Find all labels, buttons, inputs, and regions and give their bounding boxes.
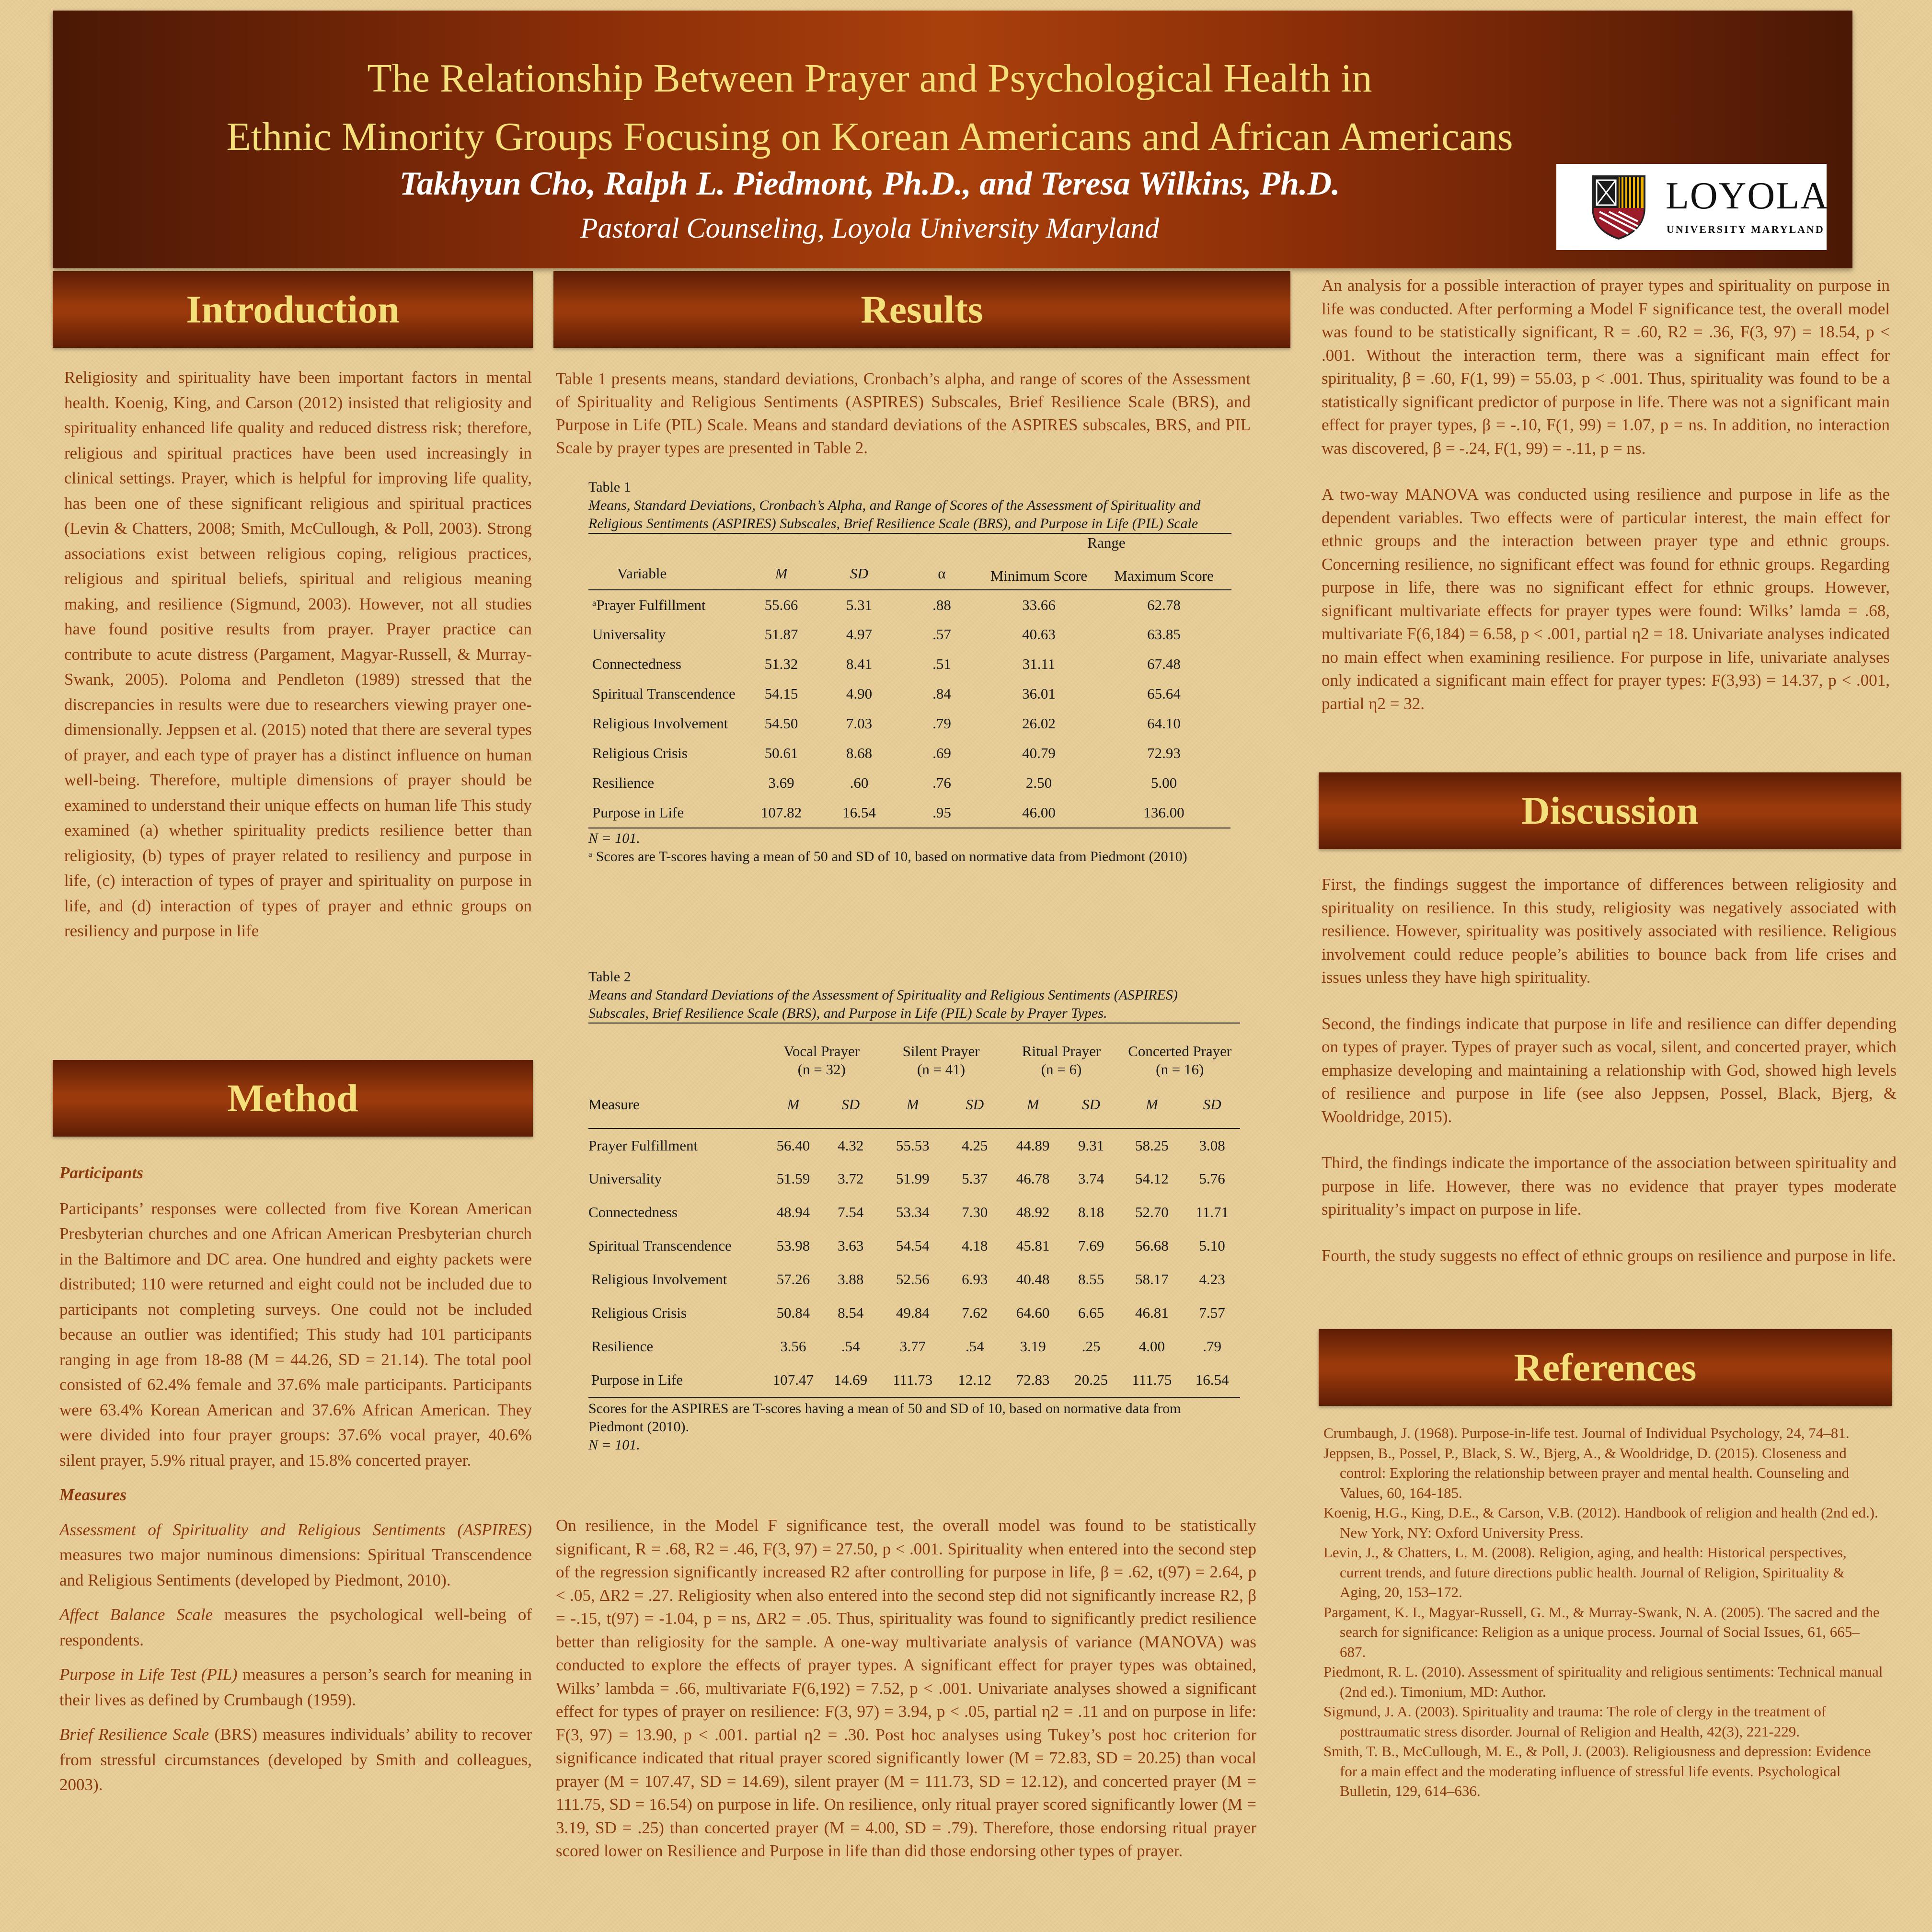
table1-note-a: ᵃ Scores are T-scores having a mean of 50 and SD of 10, based on normative data from Piedmont (2010) — [588, 849, 1187, 864]
table2-cell: 44.89 — [1016, 1137, 1050, 1154]
measure-aspires-desc: measures two major numinous dimensions: Spiritual Transcendence and Religious Sentiments (developed by Piedmont, 2010). — [59, 1545, 532, 1589]
reference-item: Jeppsen, B., Possel, P., Black, S. W., Bjerg, A., & Wooldridge, D. (2015). Closeness and control: Exploring the relationship between prayer and mental health. Counseling and Values, 60, 164-185. — [1323, 1444, 1850, 1501]
table1-row-label: Resilience — [592, 774, 655, 791]
table2-cell: 51.99 — [896, 1170, 930, 1187]
table1-cell: .51 — [932, 656, 951, 672]
table2-col-measure: Measure — [588, 1095, 640, 1113]
table2-row-label: Spiritual Transcendence — [588, 1237, 732, 1254]
table2-cell: 14.69 — [834, 1371, 868, 1388]
table1-cell: 54.15 — [764, 685, 798, 702]
table-row — [588, 620, 1231, 649]
table1-cell: 54.50 — [764, 715, 798, 732]
table1-cell: 16.54 — [842, 804, 876, 821]
table2-cell: 46.81 — [1135, 1304, 1169, 1321]
table2-cell: 11.71 — [1196, 1204, 1229, 1220]
table2-caption: Means and Standard Deviations of the Assessment of Spirituality and Religious Sentiments (ASPIRES) Subscales, Brief Resilience Scale (BRS), and Purpose in Life (PIL) Scale by Prayer Types. — [588, 987, 1178, 1021]
table1-cell: 40.63 — [1022, 626, 1056, 643]
table2-cell: 48.92 — [1016, 1204, 1050, 1220]
table1-cell: 26.02 — [1022, 715, 1056, 732]
table1-cell: 51.32 — [764, 656, 798, 672]
introduction-heading: Introduction — [53, 271, 533, 348]
table2-group-ritual-name: Ritual Prayer — [1022, 1043, 1101, 1059]
results-intro-text: Table 1 presents means, standard deviations, Cronbach’s alpha, and range of scores of the Assessment of Spirituality and Religious Sentiments (ASPIRES) Subscales, Brief Resilience Scale (BRS), and Purpose in Life (PIL) Scale. Means and standard deviations of the ASPIRES subscales, BRS, and PIL Scale by prayer types are presented in Table 2. — [556, 369, 1251, 457]
table-row — [588, 709, 1231, 738]
table2-row-label: Resilience — [591, 1338, 654, 1355]
table-row — [588, 798, 1231, 828]
table1-row-label: ᵃPrayer Fulfillment — [592, 596, 706, 613]
table-row — [588, 768, 1231, 798]
table1-cell: 46.00 — [1022, 804, 1056, 821]
table1-cell: 64.10 — [1147, 715, 1181, 732]
table2-cell: 3.63 — [838, 1237, 864, 1254]
interaction-text: An analysis for a possible interaction of prayer types and spirituality on purpose in life was conducted. After performing a Model F significance test, the overall model was found to be statistically significant, R = .60, R2 = .36, F(3, 97) = 18.54, p < .001. Without the interaction term, there was a significant main effect for spirituality, β = .60, F(1, 99) = 55.03, p < .001. Thus, spirituality was found to be a statistically significant predictor of purpose in life. There was not a significant main effect for prayer types, β = -.10, F(1, 99) = 1.07, p = ns. In addition, no interaction was discovered, β = -.24, F(1, 99) = -.11, p = ns. — [1322, 276, 1890, 458]
table2-cell: 54.12 — [1135, 1170, 1169, 1187]
table2-cell: 48.94 — [776, 1204, 810, 1220]
table1-cell: .60 — [850, 774, 869, 791]
table2-cell: 16.54 — [1195, 1371, 1229, 1388]
table1-row-label: Purpose in Life — [592, 804, 684, 821]
table2-note: Scores for the ASPIRES are T-scores having a mean of 50 and SD of 10, based on normative data from Piedmont (2010). — [588, 1401, 1181, 1435]
table1-cell: .95 — [932, 804, 951, 821]
table2-cell: 4.23 — [1199, 1271, 1225, 1288]
table1-cell: 136.00 — [1143, 804, 1184, 821]
table1-cell: .57 — [932, 626, 951, 643]
references-list — [1323, 1423, 1884, 1801]
measure-affect-name: Affect Balance Scale — [59, 1605, 213, 1624]
reference-item: Piedmont, R. L. (2010). Assessment of spirituality and religious sentiments: Technical manual (2nd ed.). Timonium, MD: Author. — [1323, 1663, 1883, 1700]
table-row — [588, 1229, 1240, 1263]
table2-cell: 64.60 — [1016, 1304, 1050, 1321]
table1-cell: 31.11 — [1022, 656, 1056, 672]
table2-cell: 7.30 — [962, 1204, 988, 1220]
table2-col-m: M — [787, 1095, 800, 1113]
measure-pil — [59, 1662, 532, 1713]
measure-pil-desc: measures a person’s search for meaning in their lives as defined by Crumbaugh (1959). — [59, 1665, 532, 1709]
reference-item: Levin, J., & Chatters, L. M. (2008). Religion, aging, and health: Historical perspectives, current trends, and future directions public health. Journal of Religion, Spirituality & Aging, 20, 153–172. — [1323, 1544, 1847, 1600]
table1-cell: .76 — [932, 774, 951, 791]
table2-cell: 8.55 — [1078, 1271, 1104, 1288]
discussion-point-1: First, the findings suggest the importance of differences between religiosity and spirituality on resilience. In this study, religiosity was negatively associated with resilience. However, spirituality was positively associated with resilience. Religious involvement could reduce people’s abilities to bounce back from life crises and issues unless they have high spirituality. — [1322, 875, 1897, 987]
table2 — [588, 968, 1240, 1454]
table-row — [588, 738, 1231, 768]
participants-subheading: Participants — [59, 1163, 144, 1182]
table-row — [588, 1196, 1240, 1229]
measure-affect — [59, 1602, 532, 1653]
university-logo — [1556, 164, 1827, 250]
table-row — [588, 1330, 1240, 1363]
table-row — [588, 679, 1231, 709]
table-row — [588, 649, 1231, 679]
table2-cell: .25 — [1081, 1338, 1101, 1355]
table2-group-ritual — [1003, 1023, 1120, 1081]
table1-cell: 65.64 — [1147, 685, 1181, 702]
table2-cell: .79 — [1203, 1338, 1222, 1355]
authors: Takhyun Cho, Ralph L. Piedmont, Ph.D., and Teresa Wilkins, Ph.D. — [399, 165, 1340, 202]
table2-col-sd: SD — [1082, 1095, 1101, 1113]
table2-row-label: Religious Involvement — [591, 1271, 727, 1288]
table2-row-label: Universality — [588, 1170, 662, 1187]
table2-cell: 72.83 — [1016, 1371, 1050, 1388]
table2-cell: 54.54 — [896, 1237, 930, 1254]
table1-grid — [588, 533, 1231, 828]
table2-cell: 58.17 — [1135, 1271, 1169, 1288]
table2-cell: 3.72 — [838, 1170, 864, 1187]
table2-cell: 58.25 — [1135, 1137, 1169, 1154]
table2-group-row — [588, 1023, 1240, 1081]
introduction-body — [64, 365, 532, 944]
table-row — [588, 1128, 1240, 1162]
table1-cell: 3.69 — [768, 774, 794, 791]
table1 — [588, 478, 1230, 866]
table1-caption: Means, Standard Deviations, Cronbach’s Alpha, and Range of Scores of the Assessment of Spirituality and Religious Sentiments (ASPIRES) Subscales, Brief Resilience Scale (BRS), and Purpose in Life (PIL) Scale — [588, 497, 1201, 531]
table2-row-label: Connectedness — [588, 1204, 678, 1220]
table1-cell: 5.31 — [846, 596, 873, 613]
table1-cell: 33.66 — [1022, 596, 1056, 613]
table2-cell: 3.77 — [899, 1338, 926, 1355]
table1-col-max: Maximum Score — [1114, 567, 1214, 584]
interaction-analysis — [1322, 274, 1890, 715]
table2-cell: 8.18 — [1078, 1204, 1104, 1220]
poster-title-line1: The Relationship Between Prayer and Psychological Health in — [367, 56, 1372, 101]
table2-grid — [588, 1023, 1240, 1397]
table1-cell: 63.85 — [1147, 626, 1181, 643]
table2-cell: 111.75 — [1132, 1371, 1172, 1388]
table1-cell: 62.78 — [1147, 596, 1181, 613]
measure-aspires — [59, 1518, 532, 1593]
table2-note-n: N = 101. — [588, 1437, 640, 1453]
measure-brs — [59, 1722, 532, 1798]
table2-group-concerted-n: (n = 16) — [1156, 1061, 1204, 1078]
results-heading: Results — [553, 271, 1290, 348]
table2-cell: 6.93 — [962, 1271, 988, 1288]
table2-cell: 5.10 — [1199, 1237, 1225, 1254]
table2-cell: 9.31 — [1078, 1137, 1104, 1154]
table2-cell: 20.25 — [1074, 1371, 1108, 1388]
table2-group-ritual-n: (n = 6) — [1041, 1061, 1082, 1078]
table1-row-label: Connectedness — [592, 656, 681, 672]
table2-col-m: M — [906, 1095, 919, 1113]
table-row — [588, 1296, 1240, 1330]
table1-row-label: Religious Involvement — [592, 715, 728, 732]
table2-cell: 56.40 — [776, 1137, 810, 1154]
table2-cell: 56.68 — [1135, 1237, 1169, 1254]
table2-cell: 5.76 — [1199, 1170, 1225, 1187]
table1-cell: 67.48 — [1147, 656, 1181, 672]
table1-col-m: M — [775, 564, 788, 582]
table2-cell: .54 — [841, 1338, 860, 1355]
table1-label: Table 1 — [588, 479, 631, 495]
table2-cell: 7.69 — [1078, 1237, 1104, 1254]
table2-group-vocal-name: Vocal Prayer — [783, 1043, 860, 1059]
table2-cell: 53.98 — [776, 1237, 810, 1254]
reference-item: Crumbaugh, J. (1968). Purpose-in-life test. Journal of Individual Psychology, 24, 74–81. — [1323, 1425, 1850, 1441]
table1-cell: 4.90 — [846, 685, 873, 702]
reference-item: Sigmund, J. A. (2003). Spirituality and trauma: The role of clergy in the treatment of posttraumatic stress disorder. Journal of Religion and Health, 42(3), 221-229. — [1323, 1703, 1827, 1740]
table1-cell: 5.00 — [1150, 774, 1177, 791]
table1-col-alpha: α — [938, 564, 946, 582]
table2-cell: 50.84 — [776, 1304, 810, 1321]
table2-cell: 4.18 — [962, 1237, 988, 1254]
table2-cell: 5.37 — [962, 1170, 988, 1187]
table2-cell: 8.54 — [838, 1304, 864, 1321]
discussion-point-2: Second, the findings indicate that purpose in life and resilience can differ depending on types of prayer. Types of prayer such as vocal, silent, and concerted prayer, which emphasize developing and maintaining a relationship with God, showed high levels of resilience and purpose in life (see also Jeppsen, Possel, Black, Bjerg, & Wooldridge, 2015). — [1322, 1014, 1897, 1126]
table2-body — [588, 1128, 1240, 1397]
table2-label: Table 2 — [588, 969, 631, 985]
table1-cell: 50.61 — [764, 745, 798, 761]
logo-wordmark: LOYOLA — [1666, 175, 1829, 217]
table2-col-m: M — [1145, 1095, 1158, 1113]
table1-cell: 8.68 — [846, 745, 873, 761]
table2-group-silent — [879, 1023, 1003, 1081]
introduction-text: Religiosity and spirituality have been important factors in mental health. Koenig, King, and Carson (2012) insisted that religiosity and spirituality enhanced life quality and reduced distress risk; therefore, religious and spiritual practices have been used increasingly in clinical settings. Prayer, which is helpful for improving life quality, has been one of these significant religious and spiritual practices (Levin & Chatters, 2008; Smith, McCullough, & Poll, 2003). Strong associations exist between religious coping, religious practices, religious and spiritual beliefs, spiritual and religious meaning making, and resilience (Sigmund, 2003). However, not all studies have found positive results from prayer. Prayer practice can contribute to acute distress (Pargament, Magyar-Russell, & Murray-Swank, 2005). Poloma and Pendleton (1989) stressed that the discrepancies in results were due to researchers viewing prayer one-dimensionally. Jeppsen et al. (2015) noted that there are several types of prayer, and each type of prayer has a distinct influence on human well-being. Therefore, multiple dimensions of prayer should be examined to understand their unique effects on human life This study examined (a) whether spirituality predicts resilience better than religiosity, (b) types of prayer related to resiliency and purpose in life, (c) interaction of types of prayer and spirituality on purpose in life, and (d) interaction of types of prayer and ethnic groups on resiliency and purpose in life — [64, 368, 532, 940]
reference-item: Koenig, H.G., King, D.E., & Carson, V.B. (2012). Handbook of religion and health (2nd ed.). New York, NY: Oxford University Press. — [1323, 1504, 1878, 1541]
affiliation: Pastoral Counseling, Loyola University Maryland — [580, 212, 1160, 244]
table1-row-label: Religious Crisis — [592, 745, 688, 761]
table-row — [588, 1162, 1240, 1196]
table2-row-label: Purpose in Life — [591, 1371, 683, 1388]
table1-cell: 51.87 — [764, 626, 798, 643]
participants-text: Participants’ responses were collected from five Korean American Presbyterian churches and one African American Presbyterian church in the Baltimore and DC area. One hundred and eighty packets were distributed; 110 were returned and eight could not be included due to participants not completing surveys. One could not be included because an outlier was identified; This study had 101 participants ranging in age from 18-88 (M = 44.26, SD = 21.14). The total pool consisted of 62.4% female and 37.6% male participants. Participants were 63.4% Korean American and 37.6% African American. They were divided into four prayer groups: 37.6% vocal prayer, 40.6% silent prayer, 5.9% ritual prayer, and 15.8% concerted prayer. — [59, 1199, 532, 1470]
table2-cell: 46.78 — [1016, 1170, 1050, 1187]
measure-pil-name: Purpose in Life Test (PIL) — [59, 1665, 238, 1684]
table2-cell: .54 — [965, 1338, 984, 1355]
table2-cell: 4.00 — [1138, 1338, 1165, 1355]
table2-cell: 52.56 — [896, 1271, 930, 1288]
table2-cell: 55.53 — [896, 1137, 930, 1154]
measure-aspires-name: Assessment of Spirituality and Religious Sentiments (ASPIRES) — [59, 1520, 532, 1539]
table2-cell: 4.32 — [838, 1137, 864, 1154]
table1-col-variable: Variable — [617, 564, 667, 582]
table1-cell: 4.97 — [846, 626, 873, 643]
table1-cell: 7.03 — [846, 715, 873, 732]
table1-cell: 2.50 — [1025, 774, 1052, 791]
table2-group-concerted — [1119, 1023, 1240, 1081]
table2-cell: 51.59 — [776, 1170, 810, 1187]
manova-text: A two-way MANOVA was conducted using resilience and purpose in life as the dependent variables. Two effects were of particular interest, the main effect for ethnic groups and the interaction between prayer type and ethnic groups. Concerning resilience, no significant effect was found for ethnic groups. Regarding purpose in life, there was no significant effect for ethnic groups. However, significant multivariate effects for prayer types were found: Wilks’ lamda = .68, multivariate F(6,184) = 6.58, p < .001, partial η2 = 18. Univariate analyses indicated no main effect when examining resilience. For purpose in life, univariate analyses only indicated a significant main effect for prayer types: F(3,93) = 14.37, p < .001, partial η2 = 32. — [1322, 485, 1890, 713]
table2-cell: 4.25 — [962, 1137, 988, 1154]
table2-cell: 3.56 — [780, 1338, 806, 1355]
poster-title-line2: Ethnic Minority Groups Focusing on Korean Americans and African Americans — [226, 115, 1513, 159]
results-intro — [556, 368, 1251, 460]
table2-cell: 40.48 — [1016, 1271, 1050, 1288]
table2-group-vocal — [764, 1023, 879, 1081]
table2-cell: 7.62 — [962, 1304, 988, 1321]
table2-col-sd: SD — [966, 1095, 984, 1113]
logo-subtitle: UNIVERSITY MARYLAND — [1667, 223, 1825, 235]
table2-group-silent-name: Silent Prayer — [902, 1043, 980, 1059]
table1-note-n: N = 101. — [588, 830, 640, 846]
table2-group-concerted-name: Concerted Prayer — [1128, 1043, 1232, 1059]
method-heading: Method — [53, 1060, 533, 1137]
table2-cell: 52.70 — [1135, 1204, 1169, 1220]
table1-row-label: Spiritual Transcendence — [592, 685, 736, 702]
table2-row-label: Prayer Fulfillment — [588, 1137, 698, 1154]
table2-cell: 7.54 — [838, 1204, 864, 1220]
table1-col-sd: SD — [850, 564, 868, 582]
discussion-heading: Discussion — [1319, 772, 1901, 849]
table2-group-silent-n: (n = 41) — [917, 1061, 966, 1078]
table1-range-header: Range — [1087, 534, 1126, 551]
discussion-point-3: Third, the findings indicate the importance of the association between spirituality and purpose in life. However, there was no evidence that prayer types moderate spirituality’s impact on purpose in life. — [1322, 1153, 1897, 1219]
table2-cell: 3.88 — [838, 1271, 864, 1288]
table2-cell: 7.57 — [1199, 1304, 1225, 1321]
results-resilience-text: On resilience, in the Model F significance test, the overall model was found to be statistically significant, R = .68, R2 = .46, F(3, 97) = 27.50, p < .001. Spirituality when entered into the second step of the regression significantly increased R2 after controlling for purpose in life, β = .62, t(97) = 2.64, p < .05, ΔR2 = .27. Religiosity when also entered into the second step did not significantly increase R2, β = -.15, t(97) = -1.04, p = ns, ΔR2 = .05. Thus, spirituality was found to significantly predict resilience better than religiosity for the sample. A one-way multivariate analysis of variance (MANOVA) was conducted to explore the effects of prayer types. A significant effect for prayer types was obtained, Wilks’ lambda = .66, multivariate F(6,192) = 7.52, p < .001. Univariate analyses showed a significant effect for types of prayer on resilience: F(3, 97) = 3.94, p < .05, partial η2 = .11 and on purpose in life: F(3, 97) = 13.90, p < .001. partial η2 = .30. Post hoc analyses using Tukey’s post hoc criterion for significance indicated that ritual prayer scored significantly lower (M = 72.83, SD = 20.25) than vocal prayer (M = 107.47, SD = 14.69), silent prayer (M = 111.73, SD = 12.12), and concerted prayer (M = 111.75, SD = 16.54) on purpose in life. On resilience, only ritual prayer scored significantly lower (M = 3.19, SD = .25) than concerted prayer (M = 4.00, SD = .79). Therefore, those endorsing ritual prayer scored lower on Resilience and Purpose in life than did those endorsing other types of prayer. — [556, 1516, 1256, 1860]
table1-cell: .88 — [932, 596, 951, 613]
table-row — [588, 1363, 1240, 1397]
method-body — [59, 1161, 532, 1798]
table1-cell: 107.82 — [760, 804, 802, 821]
table2-col-sd: SD — [1203, 1095, 1221, 1113]
table2-col-m: M — [1026, 1095, 1039, 1113]
references-heading: References — [1319, 1329, 1892, 1406]
table1-col-min: Minimum Score — [990, 567, 1088, 584]
reference-item: Pargament, K. I., Magyar-Russell, G. M., & Murray-Swank, N. A. (2005). The sacred and the search for significance: Religion as a unique process. Journal of Social Issues, 61, 665–687. — [1323, 1603, 1880, 1660]
table1-cell: 72.93 — [1147, 745, 1181, 761]
table2-cell: 111.73 — [893, 1371, 933, 1388]
table1-cell: 40.79 — [1022, 745, 1056, 761]
discussion-body — [1322, 873, 1897, 1267]
table2-cell: 49.84 — [896, 1304, 930, 1321]
table-row — [588, 590, 1231, 620]
measure-brs-name: Brief Resilience Scale — [59, 1725, 209, 1744]
table2-col-sd: SD — [841, 1095, 860, 1113]
table-row — [588, 1263, 1240, 1296]
table1-cell: 8.41 — [846, 656, 873, 672]
table2-cell: 3.19 — [1020, 1338, 1046, 1355]
measure-brs-desc: (BRS) measures individuals’ ability to recover from stressful circumstances (developed by Smith and colleagues, 2003). — [59, 1725, 532, 1794]
table2-cell: 107.47 — [772, 1371, 814, 1388]
table2-cell: 3.74 — [1078, 1170, 1104, 1187]
table1-cell: .69 — [932, 745, 951, 761]
results-resilience — [556, 1514, 1256, 1863]
table2-cell: 3.08 — [1199, 1137, 1225, 1154]
table2-group-vocal-n: (n = 32) — [797, 1061, 846, 1078]
table1-cell: .84 — [932, 685, 951, 702]
table1-cell: 55.66 — [764, 596, 798, 613]
reference-item: Smith, T. B., McCullough, M. E., & Poll, J. (2003). Religiousness and depression: Evidence for a main effect and the moderating influence of stressful life events. Psychological Bulletin, 129, 614–636. — [1323, 1743, 1871, 1799]
table2-cell: 53.34 — [896, 1204, 930, 1220]
table1-cell: 36.01 — [1022, 685, 1056, 702]
measures-subheading: Measures — [59, 1485, 127, 1504]
table1-cell: .79 — [932, 715, 951, 732]
table2-cell: 12.12 — [958, 1371, 992, 1388]
measure-affect-desc: measures the psychological well-being of respondents. — [59, 1605, 532, 1649]
shield-icon — [1590, 173, 1647, 241]
table1-row-label: Universality — [592, 626, 666, 643]
table2-cell: 57.26 — [776, 1271, 810, 1288]
table2-row-label: Religious Crisis — [591, 1304, 687, 1321]
table2-cell: 45.81 — [1016, 1237, 1050, 1254]
table1-body — [588, 590, 1231, 828]
discussion-point-4: Fourth, the study suggests no effect of ethnic groups on resilience and purpose in life. — [1322, 1246, 1896, 1265]
table2-cell: 6.65 — [1078, 1304, 1104, 1321]
